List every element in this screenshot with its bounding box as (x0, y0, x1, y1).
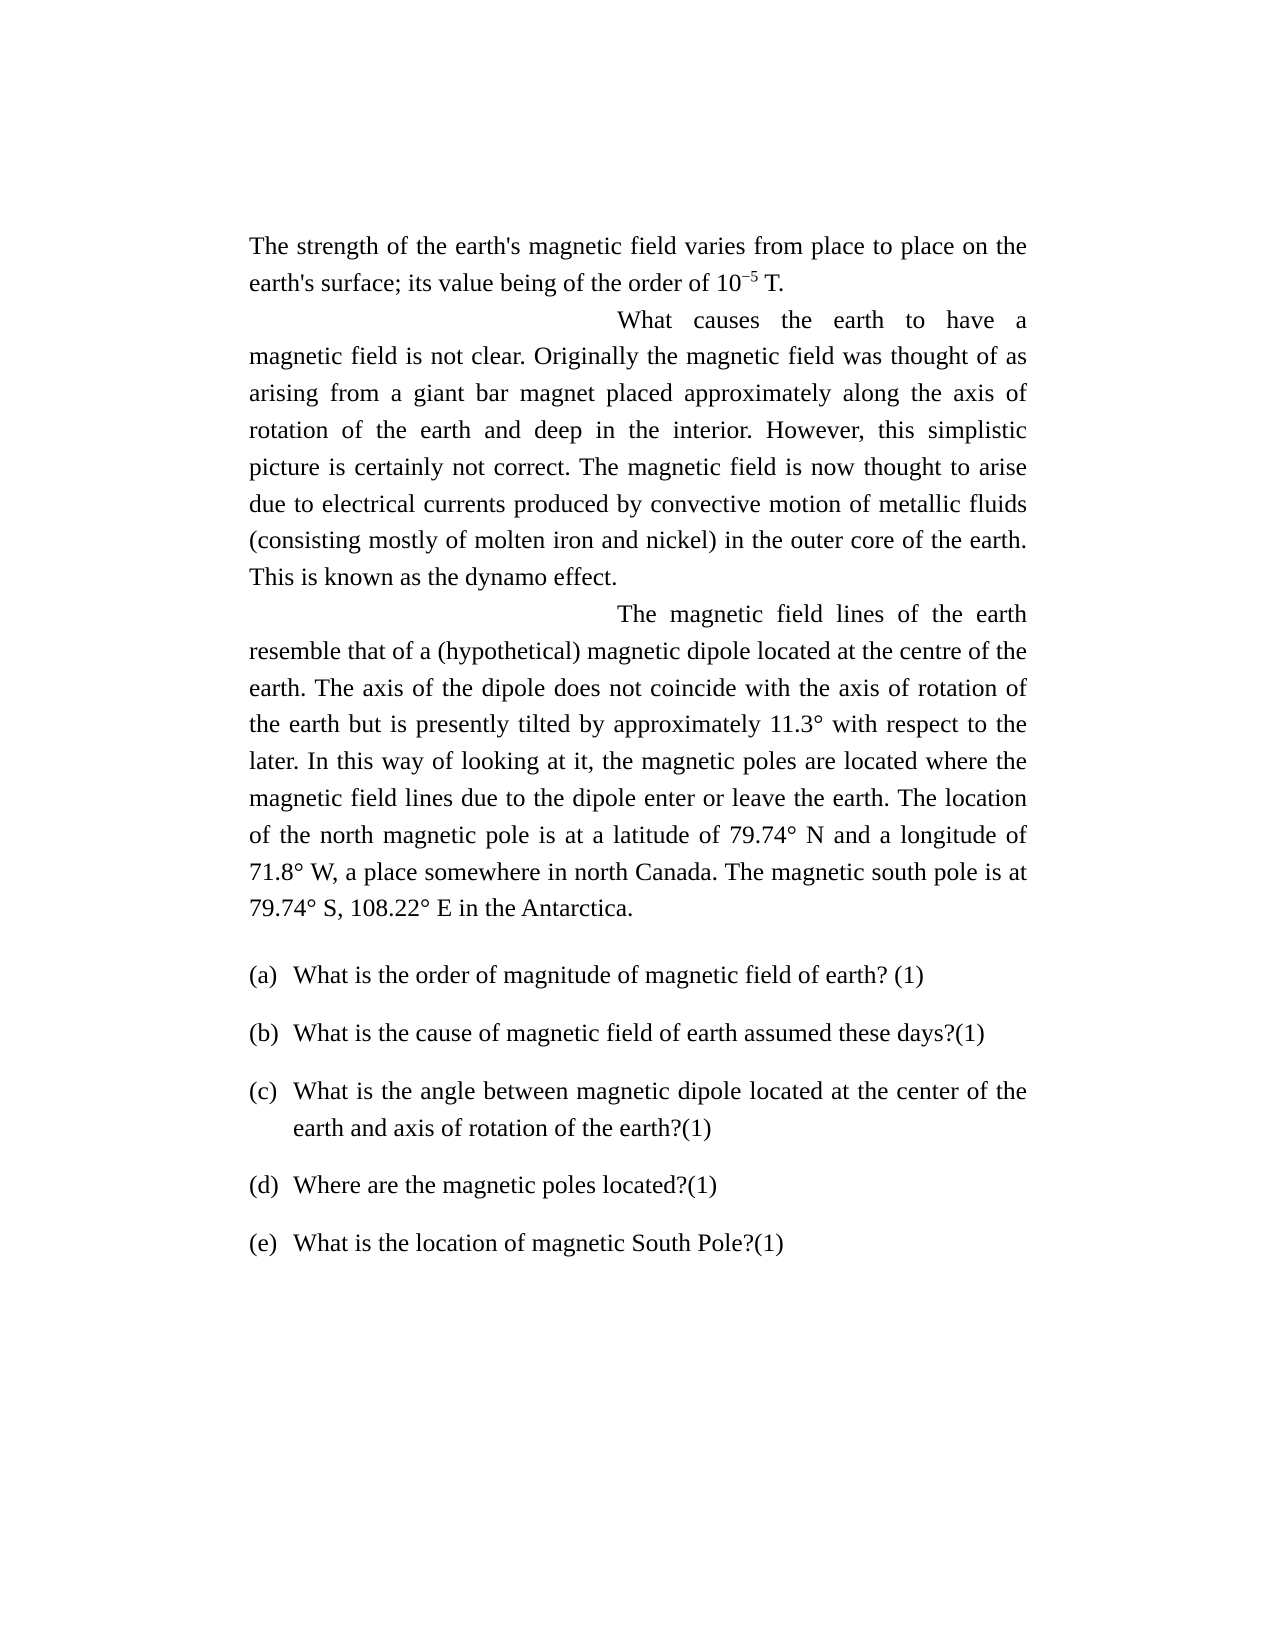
question-item-e (249, 1225, 1027, 1262)
question-item-a (249, 957, 1027, 994)
question-marker-a: (a) (249, 960, 278, 990)
paragraph-dynamo-effect-text: What causes the earth to have a magnetic field is not clear. Originally the magnetic field was thought of as arising from a giant bar magnet placed approximately along the axis of rotation of the earth and deep in the interior. However, this simplistic picture is certainly not correct. The magnetic field is now thought to arise due to electrical currents produced by convective motion of metallic fluids (consisting mostly of molten iron and nickel) in the outer core of the earth. This is known as the dynamo effect. (249, 304, 1027, 592)
question-marker-e: (e) (249, 1228, 278, 1258)
paragraph-intro-text-before-exponent: The strength of the earth's magnetic field varies from place to place on the earth's surface; its value being of the order of 10 (249, 231, 1027, 297)
question-list (249, 957, 1027, 1262)
paragraph-magnetic-poles-text: The magnetic field lines of the earth resemble that of a (hypothetical) magnetic dipole located at the centre of the earth. The axis of the dipole does not coincide with the axis of rotation of the earth but is presently tilted by approximately 11.3° with respect to the later. In this way of looking at it, the magnetic poles are located where the magnetic field lines due to the dipole enter or leave the earth. The location of the north magnetic pole is at a latitude of 79.74° N and a longitude of 71.8° W, a place somewhere in north Canada. The magnetic south pole is at 79.74° S, 108.22° E in the Antarctica. (249, 598, 1027, 923)
question-text-c: What is the angle between magnetic dipole located at the center of the earth and axis of rotation of the earth?(1) (293, 1075, 1027, 1142)
question-marker-b: (b) (249, 1017, 279, 1047)
question-text-e: What is the location of magnetic South Pole?(1) (293, 1228, 784, 1258)
question-item-c (249, 1073, 1027, 1147)
paragraph-intro-text-after-exponent: T. (758, 267, 785, 297)
question-marker-c: (c) (249, 1075, 278, 1105)
question-item-d (249, 1167, 1027, 1204)
question-text-b: What is the cause of magnetic field of earth assumed these days?(1) (293, 1017, 985, 1047)
paragraph-intro (249, 228, 1027, 302)
paragraph-magnetic-poles (249, 596, 1027, 927)
paragraph-dynamo-effect (249, 302, 1027, 596)
document-body (249, 228, 1027, 1262)
question-text-a: What is the order of magnitude of magnetic field of earth? (1) (293, 960, 924, 990)
question-item-b (249, 1015, 1027, 1052)
question-marker-d: (d) (249, 1170, 279, 1200)
exponent-superscript: −5 (741, 268, 759, 286)
question-text-d: Where are the magnetic poles located?(1) (293, 1170, 718, 1200)
